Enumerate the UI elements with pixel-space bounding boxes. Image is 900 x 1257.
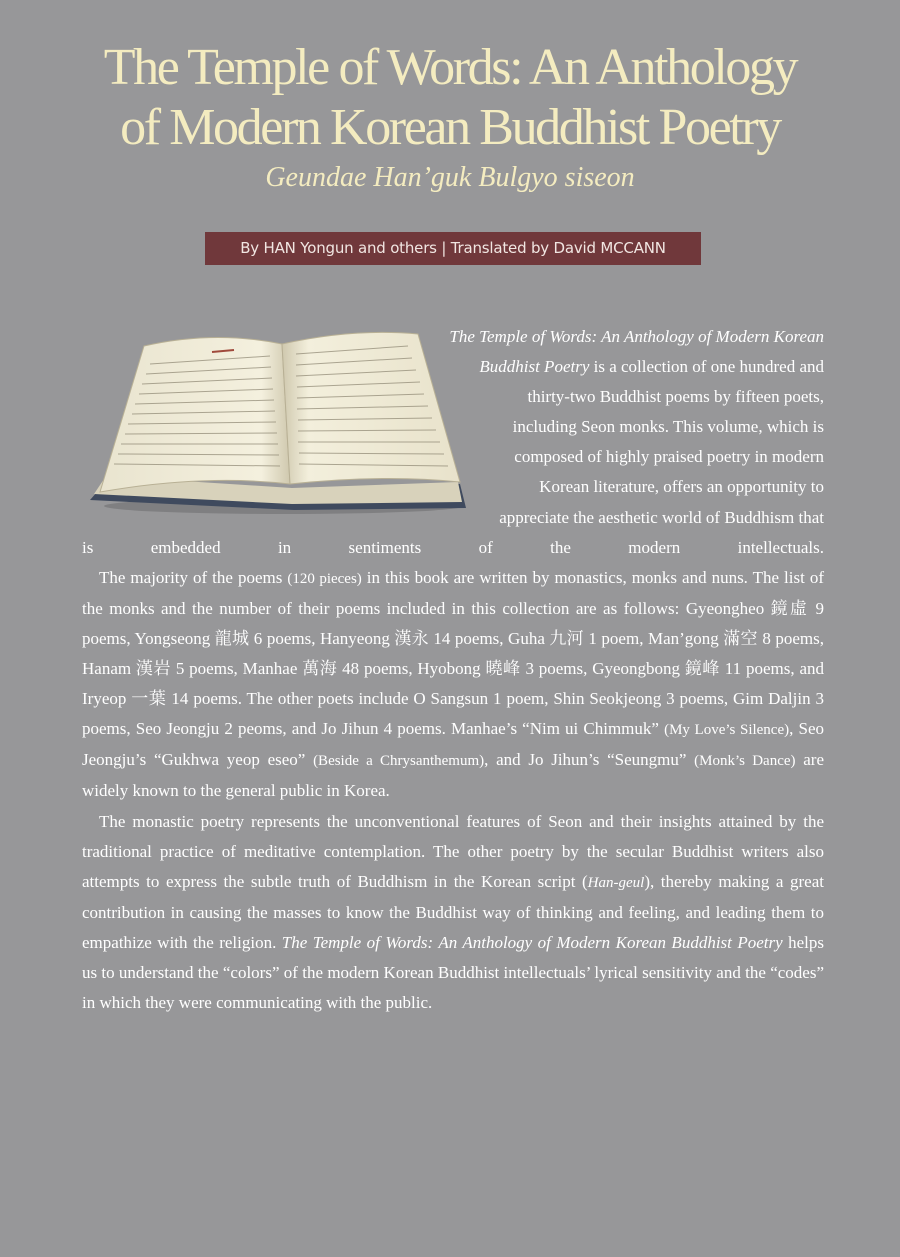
book-title-ref: The Temple of Words: An Anthology of Modern Korean Buddhist Poetry bbox=[449, 327, 824, 377]
p2-c: in this book are written by monastics, monks and nuns. The list of the monks and the number of their poems included in this collection are as follows: Gyeongheo 鏡虛 9 poems, Yongseong 龍城 6 poems, Hanyeong 漢永 14 poems, Guha 九河 1 poem, Man’gong 滿空 8 poems, Hanam 漢岩 5 poems, Manhae 萬海 48 poems, Hyobong 曉峰 3 poems, Gyeongbong 鏡峰 11 poems, and Iryeop 一葉 14 poems. The other poets include O Sangsun 1 poem, Shin Seokjeong 3 poems, Gim Daljin 3 poems, Seo Jeongju 2 peoms, and Jo Jihun 4 poems. Manhae’s “Nim ui Chimmuk” bbox=[82, 567, 824, 739]
p2-i: are widely known to the general public in Korea. bbox=[82, 750, 824, 801]
p2-e: , Seo Jeongju’s “Gukhwa yeop eseo” bbox=[82, 719, 824, 770]
p2-d: (My Love’s Silence) bbox=[664, 722, 790, 739]
subtitle: Geundae Han’guk Bulgyo siseon bbox=[265, 162, 635, 193]
title-line-1: The Temple of Words: An Anthology bbox=[103, 39, 797, 96]
p2-f: (Beside a Chrysanthemum) bbox=[313, 753, 485, 770]
byline-banner: By HAN Yongun and others | Translated by David MCCANN bbox=[205, 232, 701, 265]
p3-c: ), thereby making a great contribution in causing the masses to know the Buddhist way of thinking and feeling, and leading them to empathize with the religion. bbox=[82, 871, 824, 952]
title-line-2: of Modern Korean Buddhist Poetry bbox=[120, 99, 780, 156]
paragraph-2 bbox=[82, 563, 824, 807]
body-text bbox=[82, 322, 824, 1018]
p2-g: , and Jo Jihun’s “Seungmu” bbox=[484, 750, 695, 770]
p3-a: The monastic poetry represents the unconventional features of Seon and their insights attained by the traditional practice of meditative contemplation. The other poetry by the secular Buddhist writers also attempts to express the subtle truth of Buddhism in the Korean script ( bbox=[82, 811, 824, 891]
p2-b: (120 pieces) bbox=[287, 570, 362, 587]
paragraph-1-text: is a collection of one hundred and thirty-two Buddhist poems by fifteen poets, including Seon monks. This volume, which is composed of highly praised poetry in modern Korean literature, offers an opportunity to appreciate the aesthetic world of Buddhism that is embedded in sentiments of the modern intellectuals. bbox=[82, 357, 824, 557]
paragraph-3 bbox=[82, 807, 824, 1019]
page-title bbox=[0, 38, 900, 158]
p3-e: helps us to understand the “colors” of the modern Korean Buddhist intellectuals’ lyrical sensitivity and the “codes” in which they were communicating with the public. bbox=[82, 932, 824, 1013]
p2-h: (Monk’s Dance) bbox=[694, 753, 796, 770]
p3-b: Han-geul bbox=[587, 874, 645, 891]
p2-a: The majority of the poems bbox=[99, 567, 288, 587]
p3-d: The Temple of Words: An Anthology of Modern Korean Buddhist Poetry bbox=[281, 932, 783, 952]
